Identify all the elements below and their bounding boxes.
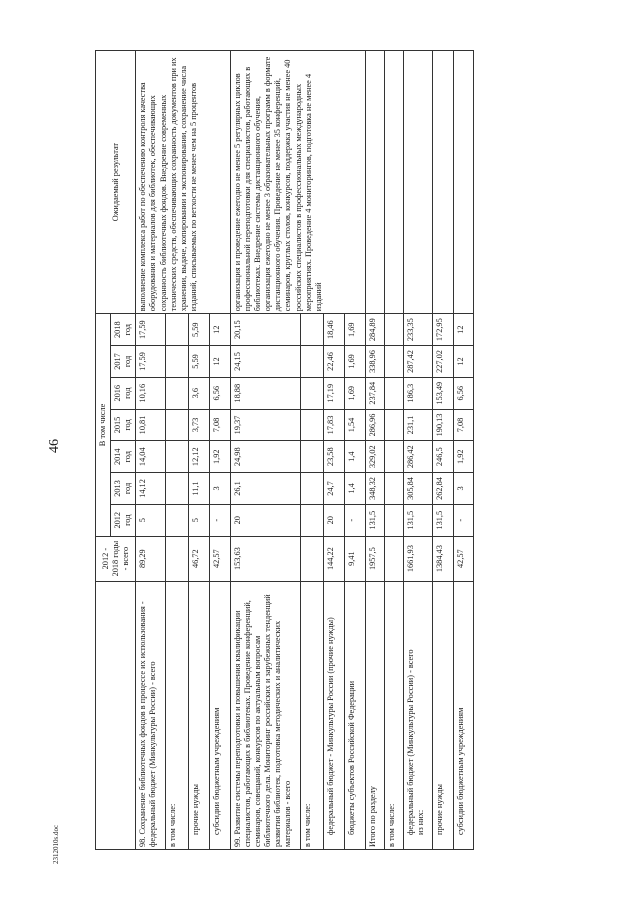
row-year-value	[384, 473, 403, 505]
header-year: 2012 год	[111, 504, 136, 536]
row-total: 1661,93	[404, 536, 433, 581]
row-year-value: 1,4	[344, 473, 365, 505]
table-header	[96, 51, 136, 850]
row-year-value	[165, 314, 188, 346]
row-year-value	[300, 314, 323, 346]
row-label	[136, 581, 165, 849]
row-year-value: 286,96	[365, 409, 384, 441]
row-year-value: 172,95	[433, 314, 454, 346]
row-year-value: 287,42	[404, 346, 433, 378]
row-label-text: прочие нужды	[190, 784, 200, 835]
header-year: 2015 год	[111, 409, 136, 441]
row-label-text: федеральный бюджет - Минкультуры России (прочие нужды)	[325, 617, 335, 835]
row-year-value: 20	[230, 504, 300, 536]
row-year-value	[165, 346, 188, 378]
row-label-text: в том числе:	[302, 803, 312, 847]
header-year: 2013 год	[111, 473, 136, 505]
row-year-value: -	[344, 504, 365, 536]
row-year-value	[165, 409, 188, 441]
row-year-value: 237,84	[365, 377, 384, 409]
row-label-text: 99. Развитие системы переподготовки и повышения квалификации специалистов, работающих в библиотеках. Проведение конференций, семинаров, совещаний, конкурсов по актуальным вопросам библиотечного дела. Мониторинг российских и зарубежных тенденций развития библиотек, подготовка методических и аналитических материалов - всего	[232, 594, 293, 847]
row-total: 89,29	[136, 536, 165, 581]
row-year-value	[300, 409, 323, 441]
row-label-text: субсидии бюджетным учреждениям	[456, 707, 466, 835]
rotated-content	[95, 50, 625, 850]
row-label-subtext: из них:	[416, 809, 426, 835]
row-total: 153,63	[230, 536, 300, 581]
row-label	[344, 581, 365, 849]
row-total: 9,41	[344, 536, 365, 581]
row-year-value: 14,12	[136, 473, 165, 505]
header-empty-cell	[96, 581, 136, 849]
row-year-value: 1,69	[344, 377, 365, 409]
row-year-value: -	[209, 504, 230, 536]
row-year-value: 329,02	[365, 441, 384, 473]
row-year-value: 6,56	[454, 377, 473, 409]
row-year-value: 20	[323, 504, 344, 536]
row-label-text: 98. Сохранение библиотечных фондов в процессе их использования - федеральный бюджет (Минкультуры России) - всего	[138, 601, 158, 847]
row-year-value: 20,15	[230, 314, 300, 346]
table-body	[136, 51, 473, 850]
row-year-value: 10,16	[136, 377, 165, 409]
header-year: 2017 год	[111, 346, 136, 378]
header-year: 2014 год	[111, 441, 136, 473]
row-year-value: 284,89	[365, 314, 384, 346]
row-year-value: 7,08	[454, 409, 473, 441]
row-label	[188, 581, 209, 849]
row-year-value: 3	[209, 473, 230, 505]
row-label	[230, 581, 300, 849]
row-year-value: 23,58	[323, 441, 344, 473]
row-total	[300, 536, 323, 581]
row-total: 42,57	[454, 536, 473, 581]
row-year-value	[384, 346, 403, 378]
header-result: Ожидаемый результат	[96, 51, 136, 314]
row-year-value: 5	[136, 504, 165, 536]
page-number: 46	[47, 439, 62, 453]
row-label-text: в том числе:	[386, 803, 396, 847]
row-label-text: субсидии бюджетным учреждениям	[211, 707, 221, 835]
row-total: 46,72	[188, 536, 209, 581]
row-expected-result	[365, 51, 384, 314]
row-year-value	[300, 504, 323, 536]
row-total: 1384,43	[433, 536, 454, 581]
row-year-value: 17,19	[323, 377, 344, 409]
footer-document-code: 2312010s.doc	[52, 824, 60, 864]
row-year-value: 12	[209, 314, 230, 346]
row-year-value: 22,46	[323, 346, 344, 378]
table-row	[454, 51, 473, 850]
row-year-value: 1,92	[209, 441, 230, 473]
header-including: В том числе	[96, 314, 111, 536]
row-label	[404, 581, 433, 849]
row-year-value: 7,08	[209, 409, 230, 441]
row-year-value: 17,59	[136, 346, 165, 378]
row-total: 144,22	[323, 536, 344, 581]
row-year-value	[384, 441, 403, 473]
row-label-text: бюджеты субъектов Российской Федерации	[346, 680, 356, 835]
row-label	[454, 581, 473, 849]
row-expected-result	[404, 51, 433, 314]
row-year-value: 6,56	[209, 377, 230, 409]
row-year-value: 190,13	[433, 409, 454, 441]
budget-table	[95, 50, 474, 850]
row-year-value: 3,73	[188, 409, 209, 441]
row-year-value: 12	[454, 346, 473, 378]
row-year-value: 1,4	[344, 441, 365, 473]
row-year-value: 305,84	[404, 473, 433, 505]
table-row	[384, 51, 403, 850]
row-year-value: 12,12	[188, 441, 209, 473]
row-label	[323, 581, 344, 849]
row-year-value: 348,32	[365, 473, 384, 505]
row-year-value: 18,88	[230, 377, 300, 409]
row-year-value: 26,1	[230, 473, 300, 505]
row-year-value: 1,69	[344, 346, 365, 378]
row-year-value	[300, 473, 323, 505]
row-expected-result	[384, 51, 403, 314]
header-year: 2018 год	[111, 314, 136, 346]
row-year-value: 131,5	[365, 504, 384, 536]
row-year-value: 5,59	[188, 346, 209, 378]
row-label	[384, 581, 403, 849]
row-year-value: 24,15	[230, 346, 300, 378]
row-year-value: 233,35	[404, 314, 433, 346]
row-expected-result	[454, 51, 473, 314]
row-year-value: 10,81	[136, 409, 165, 441]
row-expected-result: организация и проведение ежегодно не менее 5 регулярных циклов профессиональной переподготовки для специалистов, работающих в библиотеках. Внедрение системы дистанционного обучения, организация ежегодно не менее 3 образовательных программ в формате дистанционного обучения. Проведение не менее 35 конференций, семинаров, круглых столов, конкурсов, поддержка участия не менее 40 российских специалистов в профессиональных международных мероприятиях. Проведение 4 мониторингов, подготовка не менее 4 изданий	[230, 51, 365, 314]
row-year-value: 131,5	[404, 504, 433, 536]
row-year-value: 153,49	[433, 377, 454, 409]
row-label	[209, 581, 230, 849]
row-year-value: 227,02	[433, 346, 454, 378]
row-year-value	[384, 314, 403, 346]
table-row	[365, 51, 384, 850]
row-label-text: прочие нужды	[435, 784, 445, 835]
row-year-value	[300, 346, 323, 378]
row-label-text: Итого по разделу	[367, 786, 377, 847]
row-year-value: 3,6	[188, 377, 209, 409]
table-row	[404, 51, 433, 850]
table-row	[136, 51, 165, 850]
row-year-value: 24,98	[230, 441, 300, 473]
row-label-text: в том числе:	[167, 803, 177, 847]
row-year-value	[384, 377, 403, 409]
row-expected-result	[433, 51, 454, 314]
row-year-value	[384, 409, 403, 441]
row-year-value	[165, 441, 188, 473]
row-year-value: 17,83	[323, 409, 344, 441]
row-year-value: 1,92	[454, 441, 473, 473]
row-year-value: 338,96	[365, 346, 384, 378]
row-year-value	[300, 377, 323, 409]
row-total	[165, 536, 188, 581]
row-year-value: 1,69	[344, 314, 365, 346]
row-year-value: 12	[209, 346, 230, 378]
row-year-value	[300, 441, 323, 473]
table-row	[230, 51, 300, 850]
row-expected-result: выполнение комплекса работ по обеспечению контроля качества оборудования и материалов для библиотек, обеспечивающих сохранность библиотечных фондов. Внедрение современных технических средств, обеспечивающих сохранность документов при их хранении, выдаче, копировании и экспонировании, сохранение числа изданий, списываемых по ветхости не менее чем на 5 процентов	[136, 51, 231, 314]
row-year-value	[165, 473, 188, 505]
row-label	[300, 581, 323, 849]
row-year-value: 246,5	[433, 441, 454, 473]
row-year-value: 3	[454, 473, 473, 505]
row-label	[165, 581, 188, 849]
row-label-text: федеральный бюджет (Минкультуры России) - всего	[406, 649, 416, 835]
row-year-value: 17,59	[136, 314, 165, 346]
row-year-value	[165, 504, 188, 536]
table-row	[433, 51, 454, 850]
row-year-value: 286,42	[404, 441, 433, 473]
row-year-value	[165, 377, 188, 409]
row-label	[365, 581, 384, 849]
row-year-value: 24,7	[323, 473, 344, 505]
row-total: 42,57	[209, 536, 230, 581]
row-year-value: 262,84	[433, 473, 454, 505]
row-year-value: 5	[188, 504, 209, 536]
row-year-value: 186,3	[404, 377, 433, 409]
header-total: 2012 - 2018 годы - всего	[96, 536, 136, 581]
row-total: 1957,5	[365, 536, 384, 581]
header-year: 2016 год	[111, 377, 136, 409]
row-year-value: 131,5	[433, 504, 454, 536]
row-total	[384, 536, 403, 581]
row-year-value: -	[454, 504, 473, 536]
row-year-value: 12	[454, 314, 473, 346]
row-year-value: 1,54	[344, 409, 365, 441]
row-year-value: 18,46	[323, 314, 344, 346]
row-year-value: 5,59	[188, 314, 209, 346]
row-year-value: 231,1	[404, 409, 433, 441]
row-label	[433, 581, 454, 849]
row-year-value: 11,1	[188, 473, 209, 505]
row-year-value	[384, 504, 403, 536]
row-year-value: 14,04	[136, 441, 165, 473]
row-year-value: 19,37	[230, 409, 300, 441]
